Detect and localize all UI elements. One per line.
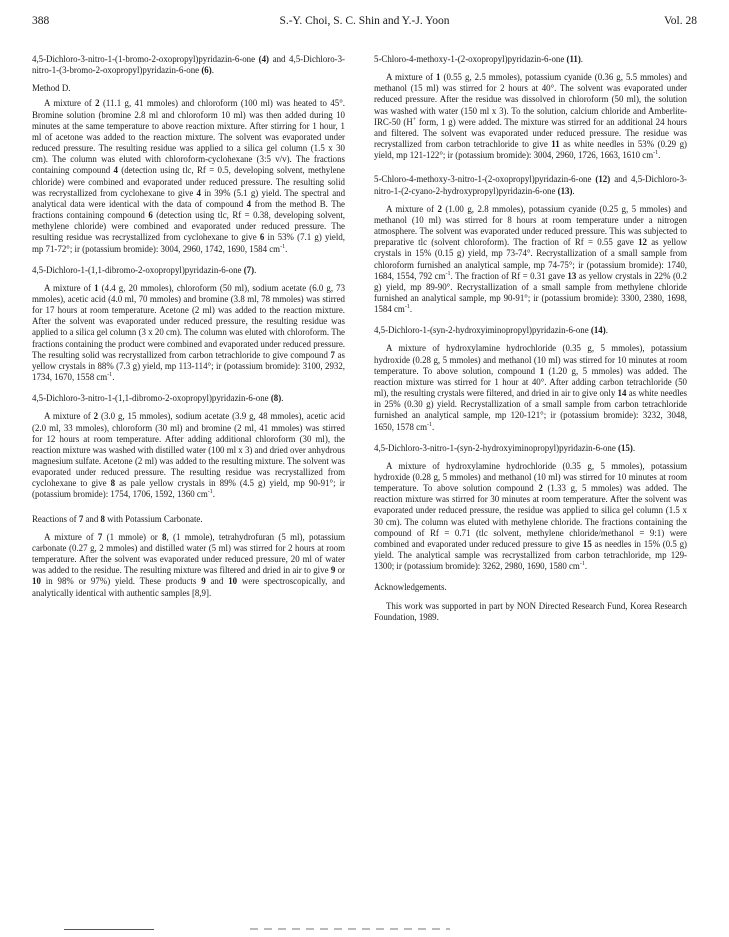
text: A mixture of [386, 72, 437, 83]
compound-number: 8 [162, 531, 167, 542]
compound-number: 7 [78, 513, 84, 524]
compound-number: 12 [638, 237, 647, 248]
compound-number: 4 [196, 187, 201, 198]
paragraph-compound-14 [374, 343, 687, 432]
text: . The fraction of Rf = 0.31 gave [450, 270, 568, 281]
text: as white needles in 53% (0.29 g) yield, mp 121-122°; ir (potassium bromide): 3004, 2960, 1726, 1663, 1610 cm [374, 139, 687, 161]
compound-number: 14 [617, 388, 627, 399]
text: in 39% (5.1 g) yield. The spectral and analytical data were identical with the data of compound [32, 187, 346, 209]
text: A mixture of [44, 98, 96, 109]
text: (11.1 g, 41 mmoles) and chloroform (100 ml) was heated to 45°. Bromine solution (bromine 2.8 ml and chloroform 10 ml) was then added during 10 minutes at the same temperature to above reaction mixture. After stirring for 1 hour, 1 ml of acetone was added to the reaction mixture. The solvent was evaporated under reduced pressure. The resulting residue was applied to a silica gel column (1.5 x 30 cm). The column was eluted with chloroform-cyclohexane (3:5 v/v). The fractions containing compound [32, 98, 345, 176]
compound-number: 10 [228, 576, 238, 587]
text: as yellow crystals in 22% (0.2 g) yield, mp 89-90°. Recrystallization of a small sample from methylene chloride furnished an analytical sample, mp 90-91°; ir (potassium bromide): 3300, 2380, 1698, 1584 cm [374, 270, 687, 315]
text: as yellow crystals in 88% (7.3 g) yield, mp 113-114°; ir (potassium bromide): 3100, 2932, 1734, 1670, 1558 cm [32, 349, 345, 383]
heading-text: . [211, 65, 214, 76]
left-column [32, 54, 345, 599]
superscript: -1 [653, 150, 659, 157]
compound-number: 1 [94, 282, 99, 293]
text: . [112, 372, 115, 383]
compound-number: (15) [618, 442, 633, 453]
heading-text: . [254, 264, 257, 275]
text: . [658, 150, 661, 161]
text: A mixture of [44, 411, 94, 422]
compound-number: 9 [330, 565, 336, 576]
method-label: Method D. [32, 83, 71, 94]
superscript: -1 [427, 421, 432, 428]
compound-number: (7) [243, 264, 255, 275]
superscript: + [412, 116, 417, 123]
heading-text: 4,5-Dichloro-1-(syn-2-hydroxyiminopropyl)pyridazin-6-one [374, 325, 591, 336]
section-heading-reactions [32, 514, 345, 525]
section-heading-compound-8 [32, 393, 345, 404]
heading-text: 5-Chloro-4-methoxy-1-(2-oxopropyl)pyridazin-6-one [374, 54, 567, 64]
text: (detection using tlc, Rf = 0.5, developing solvent, methylene chloride) were combined and evaporated under reduced pressure. The resulting solid was recrystallized from cyclohexane to give [32, 165, 345, 198]
heading-text: . [605, 325, 608, 336]
section-heading-compound-7 [32, 265, 345, 276]
compound-number: 4 [113, 165, 118, 176]
text: A mixture of hydroxylamine hydrochloride (0.35 g, 5 mmoles), potassium hydroxide (0.28 g, 5 mmoles) and methanol (10 ml) was stirred for 10 minutes at room temperature. To above solution compound [374, 460, 687, 494]
compound-number: 7 [97, 531, 103, 542]
text: and [205, 576, 229, 587]
superscript: -1 [207, 489, 213, 496]
text: (detection using tlc, Rf = 0.38, developing solvent, methylene chloride) were combined and evaporated under reduced pressure. The resulting residue was recrystallized from cyclohexane to give [32, 210, 345, 243]
text: , (1 mmole), tetrahydrofuran (5 ml), potassium carbonate (0.27 g, 2 mmoles) and distilled water (5 ml) was stirred for 2 hours at room temperature. After the solvent was evaporated under reduced pressure, 20 ml of water was added to the residue. The resulting mixture was filtered and dried in air to give [32, 531, 346, 576]
superscript: -1 [107, 372, 113, 379]
text: (1.20 g, 5 mmoles) was added. The reaction mixture was stirred for 1 hour at 40°. After adding carbon tetrachloride (50 ml), the resulting crystals were filtered, and dried in air to give only [374, 365, 687, 399]
paragraph-compound-15 [374, 461, 687, 573]
compound-number: 9 [201, 576, 206, 587]
heading-text: 4,5-Dichloro-3-nitro-1-(1-bromo-2-oxopropyl)pyridazin-6-one [32, 54, 259, 64]
compound-number: 2 [95, 98, 100, 109]
text: (1.00 g, 2.8 mmoles), potassium cyanide (0.25 g, 5 mmoles) and methanol (10 ml) was stirred for 8 hours at room temperature under a nitrogen atmosphere. The solvent was evaporated under reduced pressure. This was subjected to preparative tlc (solvent chloroform). The fraction of Rf = 0.55 gave [374, 203, 687, 248]
text: (0.55 g, 2.5 mmoles), potassium cyanide (0.36 g, 5.5 mmoles) and methanol (15 ml) was stirred for 2 hours at 40°. The solvent was evaporated under reduced pressure. After the residue was dissolved in chloroform (50 ml), the solution was washed with water (150 ml x 3). To the solution, calcium chloride and Amberlite-IRC-50 (H [374, 72, 687, 127]
text: . [584, 561, 588, 572]
paragraph-compound-11 [374, 72, 687, 161]
compound-number: (8) [270, 393, 282, 404]
text: (1.33 g, 5 mmoles) was added. The reaction mixture was stirred for 30 minutes at room temperature. After the solvent was evaporated under reduced pressure, the residue was applied to silica gel column (1.5 x 30 cm). The column was eluted with methylene chloride. The fractions containing the compound of Rf = 0.71 (tlc solvent, methylene chloride/methanol = 9:1) were combined and evaporated under reduced pressure to give [374, 483, 687, 549]
heading-text: 5-Chloro-4-methoxy-3-nitro-1-(2-oxopropyl)pyridazin-6-one [374, 174, 596, 185]
heading-text: . [632, 442, 636, 453]
compound-number: 8 [110, 478, 116, 489]
text: in 98% or 97%) yield. These products [40, 576, 202, 587]
compound-number: 8 [100, 513, 105, 524]
paragraph-compound-7 [32, 283, 345, 383]
volume-label: Vol. 28 [663, 15, 697, 27]
compound-number: 2 [538, 483, 543, 494]
compound-number: 2 [93, 411, 99, 422]
section-heading-compound-11 [374, 54, 687, 65]
text: . [432, 421, 435, 432]
compound-number: 1 [436, 72, 441, 83]
heading-text: Reactions of [32, 513, 79, 524]
compound-number: (4) [258, 54, 270, 64]
paragraph-method-d [32, 98, 345, 254]
heading-text: with Potassium Carbonate. [104, 513, 203, 524]
superscript: -1 [579, 561, 585, 568]
text: A mixture of [44, 282, 95, 293]
right-column [374, 54, 687, 623]
paragraph-compound-8 [32, 411, 345, 500]
text: as white needles in 25% (0.30 g) yield. Recrystallization of a small sample from carbon tetrachloride furnished an analytical sample, mp 120-121°; ir (potassium bromide): 3232, 3048, 1650, 1578 cm [374, 388, 687, 432]
section-heading-compounds-4-6 [32, 54, 345, 76]
paragraph-compounds-12-13 [374, 204, 687, 316]
compound-number: 2 [437, 203, 442, 214]
heading-text: . [281, 393, 284, 404]
page-number: 388 [32, 15, 50, 27]
running-header [32, 15, 697, 35]
section-heading-compound-15 [374, 443, 687, 454]
text: (3.0 g, 15 mmoles), sodium acetate (3.9 g, 48 mmoles), acetic acid (2.0 ml, 33 mmoles), chloroform (30 ml) and bromine (2 ml, 41 mmoles) was stirred for 12 hours at room temperature. After adding additional chloroform (30 ml), the reaction mixture was washed with distilled water (100 ml x 3) and dried over anhydrous magnesium sulfate. Acetone (2 ml) was added to the resulting mixture. The solvent was evaporated under reduced pressure. The resulting residue was recrystallized from cyclohexane to give [32, 411, 346, 489]
text: A mixture of hydroxylamine hydrochloride (0.35 g, 5 mmoles), potassium hydroxide (0.28 g, 5 mmoles) and methanol (10 ml) was stirred for 10 minutes at room temperature. To above solution, compound [374, 343, 687, 376]
text: or [335, 565, 345, 576]
compound-number: 10 [32, 576, 41, 587]
compound-number: (6) [201, 65, 212, 76]
compound-number: (14) [590, 325, 606, 336]
text: were spectroscopically, and analytically identical with authentic samples [8,9]. [32, 576, 345, 598]
text: A mixture of [386, 203, 438, 214]
heading-text: and 4,5-Dichloro-3-nitro-1-(2-cyano-2-hydroxypropyl)pyridazin-6-one [374, 174, 687, 196]
text: as needles in 15% (0.5 g) yield. The analytical sample was recrystallized from carbon tetrachloride, mp 129-1300; ir (potassium bromide): 3262, 2980, 1690, 1580 cm [374, 538, 687, 572]
text: (1 mmole) or [102, 531, 163, 542]
heading-text: and [83, 513, 101, 524]
superscript: -1 [280, 243, 286, 250]
text: in 53% (7.1 g) yield, mp 71-72°; ir (potassium bromide): 3004, 2960, 1742, 1690, 1584 cm [32, 232, 345, 254]
text: form, 1 g) were added. The mixture was stirred for an additional 24 hours and filtered. The solvent was evaporated under reduced pressure. The residue was recrystallized from carbon tetrachloride to give [374, 116, 687, 150]
section-heading-compound-14 [374, 325, 687, 336]
compound-number: 15 [582, 538, 592, 549]
compound-number: 1 [539, 365, 545, 376]
heading-text: and 4,5-Dichloro-3-nitro-1-(3-bromo-2-oxopropyl)pyridazin-6-one [32, 54, 345, 76]
acknowledgements-text: This work was supported in part by NON Directed Research Fund, Korea Research Foundation, 1989. [374, 600, 687, 622]
paragraph-reactions [32, 532, 345, 599]
compound-number: 13 [567, 270, 577, 281]
heading-text: 4,5-Dichloro-3-nitro-1-(syn-2-hydroxyiminopropyl)pyridazin-6-one [374, 442, 619, 453]
superscript: -1 [404, 304, 410, 311]
compound-number: 11 [551, 139, 560, 150]
compound-number: (11) [566, 54, 581, 64]
text: from the method B. The fractions containing compound [32, 198, 345, 221]
heading-text: 4,5-Dichloro-1-(1,1-dibromo-2-oxopropyl)pyridazin-6-one [32, 264, 244, 275]
compound-number: (13) [557, 185, 573, 196]
section-heading-compounds-12-13 [374, 174, 687, 196]
compound-number: (12) [595, 174, 611, 185]
acknowledgements-heading: Acknowledgements. [374, 582, 447, 593]
compound-number: 6 [259, 232, 265, 243]
running-authors: S.-Y. Choi, S. C. Shin and Y.-J. Yoon [279, 15, 450, 27]
text: . [409, 304, 413, 315]
text: . [212, 489, 215, 500]
compound-number: 7 [330, 349, 335, 360]
heading-text: 4,5-Dichloro-3-nitro-1-(1,1-dibromo-2-oxopropyl)pyridazin-6-one [32, 393, 271, 404]
text: as pale yellow crystals in 89% (4.5 g) yield, mp 90-91°; ir (potassium bromide): 1754, 1706, 1592, 1360 cm [32, 478, 345, 500]
text: A mixture of [44, 531, 98, 542]
compound-number: 6 [148, 210, 153, 221]
footnote-rule [64, 929, 154, 930]
heading-text: . [572, 185, 575, 196]
superscript: -1 [445, 270, 451, 277]
compound-number: 4 [246, 198, 252, 209]
text: as yellow crystals in 15% (0.15 g) yield, mp 73-74°. Recrystallization of a small sample from chloroform furnished an analytical sample, mp 74-75°; ir (potassium bromide): 1740, 1684, 1554, 792 cm [374, 237, 687, 281]
text: . [285, 243, 288, 254]
heading-text: . [580, 54, 584, 64]
text: (4.4 g, 20 mmoles), chloroform (50 ml), sodium acetate (6.0 g, 73 mmoles), acetic acid (4.0 ml, 70 mmoles) and bromine (3.8 ml, 78 mmoles) was stirred for 17 hours at room temperature. Acetone (2 ml) was added to the reaction mixture. After the solvent was evaporated under reduced pressure, the resulting residue was applied to a silica gel column (3 x 20 cm). The column was eluted with chloroform. The fractions containing the product were combined and evaporated under reduced pressure. The resulting solid was recrystallized from carbon tetrachloride to give compound [32, 282, 346, 360]
faint-footer-marks [250, 928, 450, 930]
